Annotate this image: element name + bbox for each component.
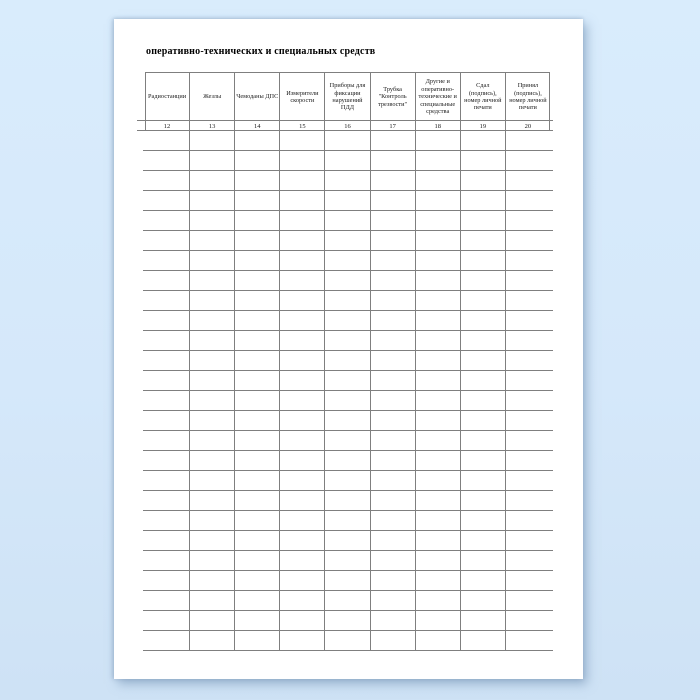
table-cell <box>461 451 506 471</box>
column-header-handed-over: Сдал (подпись), номер личной печати <box>461 73 506 121</box>
table-cell <box>145 411 190 431</box>
table-cell <box>461 271 506 291</box>
table-row <box>145 291 550 311</box>
table-cell <box>371 211 416 231</box>
table-row <box>145 611 550 631</box>
table-cell <box>145 391 190 411</box>
table-cell <box>145 331 190 351</box>
table-cell <box>280 211 325 231</box>
column-number: 18 <box>416 121 461 131</box>
table-cell <box>235 311 280 331</box>
table-cell <box>235 151 280 171</box>
table-cell <box>190 191 235 211</box>
table-row <box>145 351 550 371</box>
column-header-sobriety-tube: Трубка "Контроль трезвости" <box>371 73 416 121</box>
column-number: 17 <box>371 121 416 131</box>
table-cell <box>461 411 506 431</box>
table-row <box>145 371 550 391</box>
table-cell <box>371 391 416 411</box>
table-cell <box>371 151 416 171</box>
table-row <box>145 491 550 511</box>
table-cell <box>280 171 325 191</box>
table-cell <box>325 471 370 491</box>
table-row <box>145 271 550 291</box>
table-cell <box>371 631 416 651</box>
table-cell <box>506 551 550 571</box>
table-cell <box>325 151 370 171</box>
table-row <box>145 131 550 151</box>
table-cell <box>506 351 550 371</box>
table-cell <box>325 351 370 371</box>
table-cell <box>325 171 370 191</box>
table-cell <box>371 571 416 591</box>
table-cell <box>235 411 280 431</box>
table-cell <box>145 431 190 451</box>
table-cell <box>416 491 461 511</box>
table-cell <box>371 291 416 311</box>
table-cell <box>325 331 370 351</box>
table-cell <box>190 151 235 171</box>
table-row <box>145 191 550 211</box>
table-row <box>145 551 550 571</box>
table-cell <box>145 451 190 471</box>
table-cell <box>416 531 461 551</box>
table-cell <box>190 131 235 151</box>
table-cell <box>145 211 190 231</box>
table-cell <box>325 231 370 251</box>
table-cell <box>461 211 506 231</box>
table-cell <box>371 331 416 351</box>
table-cell <box>461 171 506 191</box>
table-cell <box>506 451 550 471</box>
table-cell <box>461 251 506 271</box>
table-cell <box>280 271 325 291</box>
table-cell <box>280 291 325 311</box>
table-cell <box>325 131 370 151</box>
table-cell <box>190 311 235 331</box>
table-cell <box>461 351 506 371</box>
table-cell <box>506 191 550 211</box>
column-header-batons: Жезлы <box>190 73 235 121</box>
table-cell <box>506 271 550 291</box>
table-cell <box>416 351 461 371</box>
table-cell <box>371 611 416 631</box>
table-row <box>145 511 550 531</box>
table-cell <box>235 351 280 371</box>
column-number: 16 <box>325 121 370 131</box>
table-cell <box>371 411 416 431</box>
table-cell <box>280 131 325 151</box>
column-header-radios: Радиостанции <box>145 73 190 121</box>
table-cell <box>371 511 416 531</box>
table-cell <box>506 231 550 251</box>
table-cell <box>190 631 235 651</box>
column-header-dps-cases: Чемоданы ДПС <box>235 73 280 121</box>
table-cell <box>235 631 280 651</box>
table-cell <box>325 631 370 651</box>
table-cell <box>506 331 550 351</box>
table-cell <box>325 271 370 291</box>
table-cell <box>325 311 370 331</box>
table-cell <box>280 231 325 251</box>
column-number-row <box>145 121 550 131</box>
table-cell <box>190 531 235 551</box>
table-cell <box>461 191 506 211</box>
table-cell <box>325 491 370 511</box>
equipment-table <box>145 72 550 651</box>
table-cell <box>325 531 370 551</box>
table-cell <box>416 271 461 291</box>
table-cell <box>235 171 280 191</box>
table-cell <box>280 631 325 651</box>
table-cell <box>371 191 416 211</box>
table-cell <box>506 131 550 151</box>
table-cell <box>280 311 325 331</box>
table-cell <box>325 431 370 451</box>
table-cell <box>145 491 190 511</box>
table-cell <box>190 471 235 491</box>
table-cell <box>145 531 190 551</box>
table-cell <box>280 571 325 591</box>
table-cell <box>280 371 325 391</box>
table-cell <box>506 371 550 391</box>
table-cell <box>145 591 190 611</box>
table-row <box>145 411 550 431</box>
table-cell <box>371 491 416 511</box>
page-title: оперативно-технических и специальных средств <box>146 46 376 57</box>
table-cell <box>461 391 506 411</box>
table-cell <box>190 571 235 591</box>
table-row <box>145 591 550 611</box>
table-cell <box>461 631 506 651</box>
table-cell <box>416 191 461 211</box>
table-cell <box>280 251 325 271</box>
table-cell <box>371 551 416 571</box>
table-cell <box>145 471 190 491</box>
table-cell <box>235 191 280 211</box>
table-cell <box>280 611 325 631</box>
table-cell <box>506 311 550 331</box>
table-cell <box>416 471 461 491</box>
document-page <box>114 19 583 679</box>
table-cell <box>280 451 325 471</box>
table-cell <box>325 411 370 431</box>
table-cell <box>235 391 280 411</box>
column-header-speed-meters: Измерители скорости <box>280 73 325 121</box>
table-cell <box>145 231 190 251</box>
table-row <box>145 331 550 351</box>
table-cell <box>461 551 506 571</box>
table-cell <box>190 291 235 311</box>
table-cell <box>235 291 280 311</box>
table-cell <box>506 411 550 431</box>
table-row <box>145 171 550 191</box>
table-row <box>145 211 550 231</box>
column-number: 19 <box>461 121 506 131</box>
table-cell <box>235 271 280 291</box>
table-cell <box>416 571 461 591</box>
table-cell <box>325 191 370 211</box>
table-cell <box>280 591 325 611</box>
table-cell <box>235 531 280 551</box>
table-cell <box>461 471 506 491</box>
table-cell <box>145 511 190 531</box>
table-cell <box>280 351 325 371</box>
table-cell <box>325 511 370 531</box>
table-row <box>145 231 550 251</box>
table-cell <box>325 611 370 631</box>
table-cell <box>145 371 190 391</box>
table-cell <box>190 411 235 431</box>
table-cell <box>416 171 461 191</box>
table-cell <box>145 551 190 571</box>
table-row <box>145 151 550 171</box>
table-cell <box>190 211 235 231</box>
column-number: 12 <box>145 121 190 131</box>
table-cell <box>461 231 506 251</box>
table-cell <box>461 591 506 611</box>
table-row <box>145 251 550 271</box>
table-cell <box>506 251 550 271</box>
table-cell <box>280 531 325 551</box>
table-cell <box>506 511 550 531</box>
table-cell <box>506 391 550 411</box>
table-cell <box>416 511 461 531</box>
table-cell <box>190 251 235 271</box>
table-cell <box>416 211 461 231</box>
table-cell <box>280 411 325 431</box>
table-cell <box>190 591 235 611</box>
table-cell <box>235 451 280 471</box>
column-number: 15 <box>280 121 325 131</box>
table-cell <box>416 371 461 391</box>
table-cell <box>416 291 461 311</box>
table-cell <box>461 331 506 351</box>
table-cell <box>190 351 235 371</box>
table-cell <box>190 611 235 631</box>
table-cell <box>371 231 416 251</box>
table-cell <box>416 591 461 611</box>
table-cell <box>145 631 190 651</box>
table-outer-border-right <box>549 72 550 131</box>
table-cell <box>371 591 416 611</box>
table-cell <box>235 591 280 611</box>
table-row <box>145 431 550 451</box>
table-cell <box>371 131 416 151</box>
table-cell <box>145 171 190 191</box>
table-cell <box>461 371 506 391</box>
table-cell <box>461 291 506 311</box>
table-cell <box>145 311 190 331</box>
table-cell <box>506 571 550 591</box>
table-row <box>145 571 550 591</box>
table-cell <box>461 531 506 551</box>
table-cell <box>506 211 550 231</box>
table-cell <box>145 351 190 371</box>
table-header-row <box>145 72 550 121</box>
table-outer-border-left <box>145 72 146 131</box>
table-cell <box>190 431 235 451</box>
table-cell <box>280 431 325 451</box>
table-cell <box>416 331 461 351</box>
table-cell <box>416 151 461 171</box>
table-cell <box>461 571 506 591</box>
table-row <box>145 471 550 491</box>
table-cell <box>280 151 325 171</box>
table-row <box>145 631 550 651</box>
table-cell <box>235 131 280 151</box>
table-cell <box>506 531 550 551</box>
table-cell <box>190 451 235 471</box>
table-cell <box>145 251 190 271</box>
table-row <box>145 531 550 551</box>
table-row <box>145 311 550 331</box>
table-cell <box>145 271 190 291</box>
table-cell <box>416 631 461 651</box>
table-cell <box>235 511 280 531</box>
table-cell <box>416 131 461 151</box>
table-cell <box>235 251 280 271</box>
table-cell <box>325 571 370 591</box>
table-cell <box>190 511 235 531</box>
table-cell <box>325 551 370 571</box>
table-cell <box>325 591 370 611</box>
table-cell <box>325 211 370 231</box>
table-cell <box>416 251 461 271</box>
table-cell <box>280 491 325 511</box>
table-cell <box>280 391 325 411</box>
table-cell <box>280 471 325 491</box>
table-cell <box>416 311 461 331</box>
table-cell <box>461 511 506 531</box>
table-cell <box>461 611 506 631</box>
table-cell <box>506 151 550 171</box>
table-cell <box>506 611 550 631</box>
table-cell <box>371 171 416 191</box>
table-cell <box>190 491 235 511</box>
table-cell <box>371 251 416 271</box>
table-cell <box>235 551 280 571</box>
table-cell <box>145 571 190 591</box>
table-row <box>145 451 550 471</box>
table-cell <box>506 291 550 311</box>
table-cell <box>416 551 461 571</box>
table-cell <box>190 231 235 251</box>
table-cell <box>461 151 506 171</box>
table-cell <box>235 371 280 391</box>
table-cell <box>506 431 550 451</box>
table-cell <box>506 491 550 511</box>
table-cell <box>190 331 235 351</box>
table-cell <box>325 251 370 271</box>
table-cell <box>325 391 370 411</box>
table-cell <box>371 531 416 551</box>
table-cell <box>280 191 325 211</box>
table-cell <box>280 511 325 531</box>
column-header-received: Принял (подпись), номер личной печати <box>509 82 547 112</box>
table-cell <box>416 391 461 411</box>
table-cell <box>506 471 550 491</box>
table-cell <box>235 471 280 491</box>
table-cell <box>371 311 416 331</box>
table-cell <box>235 211 280 231</box>
table-cell <box>145 191 190 211</box>
table-cell <box>190 391 235 411</box>
table-cell <box>235 431 280 451</box>
table-cell <box>145 611 190 631</box>
table-cell <box>506 171 550 191</box>
table-cell <box>371 351 416 371</box>
table-cell <box>416 411 461 431</box>
table-cell <box>325 451 370 471</box>
table-cell <box>416 431 461 451</box>
table-cell <box>416 451 461 471</box>
table-cell <box>461 491 506 511</box>
table-cell <box>461 131 506 151</box>
table-cell <box>145 151 190 171</box>
column-header-violation-recorders: Приборы для фиксации нарушений ПДД <box>325 73 370 121</box>
table-cell <box>371 271 416 291</box>
table-cell <box>190 371 235 391</box>
table-body <box>145 131 550 651</box>
table-cell <box>461 311 506 331</box>
table-cell <box>190 271 235 291</box>
table-cell <box>235 331 280 351</box>
table-cell <box>325 371 370 391</box>
table-cell <box>416 231 461 251</box>
table-cell <box>235 231 280 251</box>
table-cell <box>190 171 235 191</box>
table-cell <box>371 451 416 471</box>
table-cell <box>145 291 190 311</box>
column-header-other-means: Другие и оперативно-технические и специальные средства <box>416 73 461 121</box>
table-cell <box>280 331 325 351</box>
table-cell <box>371 371 416 391</box>
table-cell <box>280 551 325 571</box>
table-cell <box>506 631 550 651</box>
table-cell <box>461 431 506 451</box>
table-cell <box>235 491 280 511</box>
table-cell <box>235 611 280 631</box>
table-cell <box>145 131 190 151</box>
table-cell <box>371 471 416 491</box>
column-number: 14 <box>235 121 280 131</box>
table-cell <box>506 591 550 611</box>
table-row <box>145 391 550 411</box>
table-cell <box>416 611 461 631</box>
table-cell <box>190 551 235 571</box>
table-cell <box>235 571 280 591</box>
table-cell <box>371 431 416 451</box>
table-cell <box>325 291 370 311</box>
column-number: 20 <box>524 122 532 130</box>
column-number: 13 <box>190 121 235 131</box>
